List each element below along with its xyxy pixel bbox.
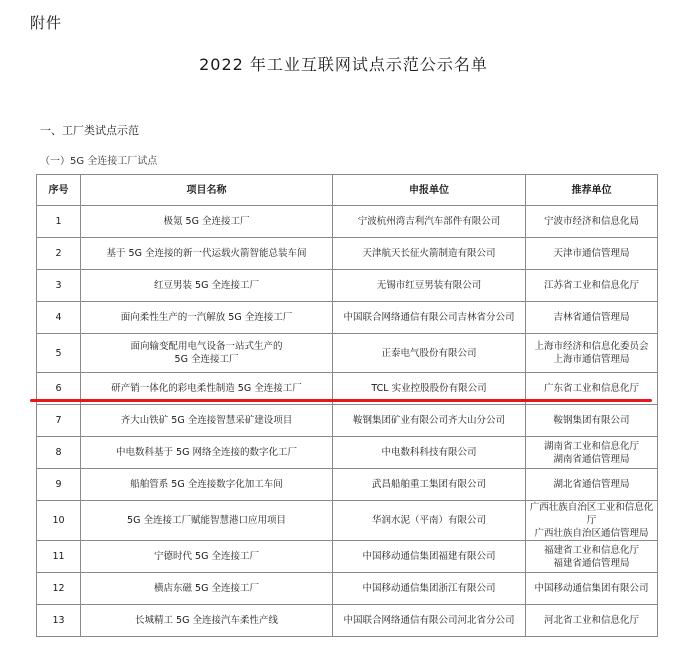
cell-project-line: 中电数科基于 5G 网络全连接的数字化工厂	[116, 447, 297, 458]
cell-recommender-line: 江苏省工业和信息化厅	[543, 280, 639, 291]
cell-project-line: 齐大山铁矿 5G 全连接智慧采矿建设项目	[120, 415, 293, 426]
cell-applicant-line: 鞍钢集团矿业有限公司齐大山分公司	[352, 415, 505, 426]
cell-recommender-line: 中国移动通信集团有限公司	[534, 583, 649, 594]
cell-no: 2	[37, 238, 81, 270]
cell-applicant-line: 华润水泥（平南）有限公司	[371, 515, 486, 526]
red-underline-annotation	[30, 399, 652, 402]
cell-applicant-line: TCL 实业控股股份有限公司	[371, 383, 487, 394]
cell-applicant-line: 中国联合网络通信有限公司吉林省分公司	[343, 312, 515, 323]
cell-no: 13	[37, 605, 81, 637]
cell-project-line: 横店东磁 5G 全连接工厂	[154, 583, 259, 594]
header-project: 项目名称	[81, 175, 333, 206]
section-heading: 一、工厂类试点示范	[40, 124, 139, 137]
cell-applicant	[333, 405, 526, 437]
table-row	[37, 605, 658, 637]
cell-project	[81, 573, 333, 605]
cell-recommender-line: 鞍钢集团有限公司	[553, 415, 630, 426]
cell-applicant	[333, 573, 526, 605]
cell-no: 4	[37, 302, 81, 334]
subsection-heading: （一）5G 全连接工厂试点	[40, 156, 158, 167]
cell-applicant-line: 中国联合网络通信有限公司河北省分公司	[343, 615, 515, 626]
cell-project	[81, 206, 333, 238]
cell-project-line: 长城精工 5G 全连接汽车柔性产线	[135, 615, 278, 626]
cell-recommender-line: 天津市通信管理局	[553, 248, 630, 259]
cell-no: 11	[37, 541, 81, 573]
attachment-label: 附件	[30, 14, 63, 32]
cell-recommender	[526, 605, 658, 637]
cell-no: 5	[37, 334, 81, 373]
cell-no: 9	[37, 469, 81, 501]
cell-no: 1	[37, 206, 81, 238]
cell-recommender-line: 上海市通信管理局	[553, 354, 630, 365]
cell-project	[81, 605, 333, 637]
cell-no: 6	[37, 373, 81, 405]
cell-project-line: 研产销一体化的彩电柔性制造 5G 全连接工厂	[111, 383, 302, 394]
document-title: 2022 年工业互联网试点示范公示名单	[199, 55, 488, 74]
table-body	[37, 206, 658, 637]
table-row	[37, 238, 658, 270]
table-row	[37, 270, 658, 302]
cell-recommender-line: 广东省工业和信息化厅	[543, 383, 639, 394]
cell-project	[81, 270, 333, 302]
table-row	[37, 501, 658, 541]
cell-recommender	[526, 206, 658, 238]
cell-applicant	[333, 605, 526, 637]
cell-recommender-line: 湖南省工业和信息化厅	[543, 440, 639, 452]
cell-recommender-line: 广西壮族自治区工业和信息化厅	[529, 502, 654, 526]
cell-recommender-line: 福建省工业和信息化厅	[543, 544, 639, 556]
cell-no: 10	[37, 501, 81, 541]
cell-applicant	[333, 469, 526, 501]
cell-recommender-line: 宁波市经济和信息化局	[543, 216, 639, 227]
table-row	[37, 437, 658, 469]
header-applicant: 申报单位	[333, 175, 526, 206]
cell-applicant-line: 中国移动通信集团浙江有限公司	[362, 583, 496, 594]
cell-recommender	[526, 469, 658, 501]
cell-no: 8	[37, 437, 81, 469]
cell-project	[81, 541, 333, 573]
cell-applicant	[333, 501, 526, 541]
cell-project	[81, 334, 333, 373]
cell-project-line: 船舶管系 5G 全连接数字化加工车间	[130, 479, 283, 490]
cell-applicant	[333, 437, 526, 469]
cell-applicant-line: 正泰电气股份有限公司	[381, 347, 477, 359]
cell-project	[81, 405, 333, 437]
cell-applicant	[333, 270, 526, 302]
cell-applicant	[333, 302, 526, 334]
cell-recommender	[526, 405, 658, 437]
cell-recommender-line: 湖北省通信管理局	[553, 479, 630, 490]
cell-project-line: 宁德时代 5G 全连接工厂	[154, 551, 259, 562]
table-row	[37, 573, 658, 605]
cell-project-line: 面向输变配用电气设备一站式生产的	[130, 341, 283, 352]
cell-applicant-line: 无锡市红豆男装有限公司	[376, 280, 482, 291]
table-row	[37, 334, 658, 373]
table-row	[37, 405, 658, 437]
table-row	[37, 469, 658, 501]
cell-applicant	[333, 334, 526, 373]
cell-applicant	[333, 206, 526, 238]
pilot-list-table	[36, 174, 658, 637]
cell-project	[81, 501, 333, 541]
cell-applicant-line: 宁波杭州湾吉利汽车部件有限公司	[357, 216, 501, 227]
cell-project	[81, 302, 333, 334]
cell-project	[81, 238, 333, 270]
cell-project-line: 极氪 5G 全连接工厂	[163, 216, 250, 227]
cell-no: 3	[37, 270, 81, 302]
cell-applicant-line: 武昌船舶重工集团有限公司	[371, 479, 486, 490]
cell-applicant	[333, 238, 526, 270]
header-recommender: 推荐单位	[526, 175, 658, 206]
cell-recommender-line: 广西壮族自治区通信管理局	[534, 528, 649, 539]
cell-applicant-line: 中电数科科技有限公司	[381, 447, 477, 458]
cell-recommender-line: 福建省通信管理局	[553, 557, 630, 569]
cell-recommender	[526, 501, 658, 541]
cell-applicant-line: 中国移动通信集团福建有限公司	[362, 551, 496, 562]
cell-applicant	[333, 541, 526, 573]
cell-project-line: 基于 5G 全连接的新一代运载火箭智能总装车间	[106, 248, 307, 259]
cell-project-line: 5G 全连接工厂赋能智慧港口应用项目	[127, 515, 286, 526]
cell-applicant-line: 天津航天长征火箭制造有限公司	[362, 248, 496, 259]
header-no: 序号	[37, 175, 81, 206]
cell-recommender-line: 吉林省通信管理局	[553, 312, 630, 323]
cell-recommender-line: 上海市经济和信息化委员会	[534, 341, 649, 352]
cell-recommender	[526, 302, 658, 334]
cell-project	[81, 437, 333, 469]
cell-project-line: 红豆男装 5G 全连接工厂	[154, 280, 259, 291]
cell-recommender	[526, 270, 658, 302]
cell-recommender	[526, 238, 658, 270]
cell-recommender	[526, 437, 658, 469]
cell-recommender	[526, 334, 658, 373]
cell-project	[81, 469, 333, 501]
cell-recommender-line: 河北省工业和信息化厅	[543, 615, 639, 626]
cell-no: 7	[37, 405, 81, 437]
cell-no: 12	[37, 573, 81, 605]
table-row	[37, 541, 658, 573]
cell-recommender-line: 湖南省通信管理局	[553, 453, 630, 465]
cell-recommender	[526, 573, 658, 605]
table-row	[37, 206, 658, 238]
cell-project-line: 5G 全连接工厂	[174, 354, 239, 365]
table-row	[37, 302, 658, 334]
table-header-row	[37, 175, 658, 206]
cell-project-line: 面向柔性生产的一汽解放 5G 全连接工厂	[120, 312, 293, 323]
cell-recommender	[526, 541, 658, 573]
